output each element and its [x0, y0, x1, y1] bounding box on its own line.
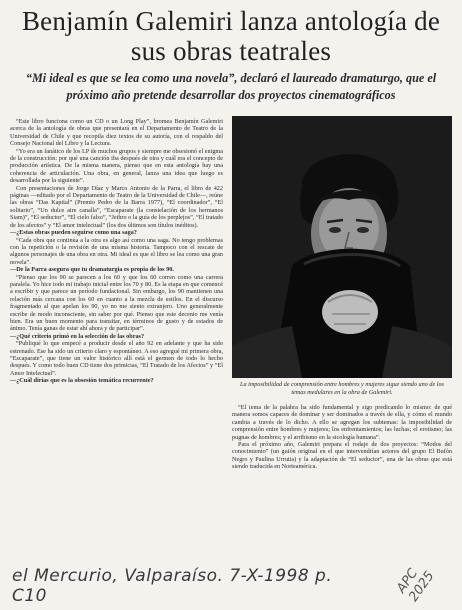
body-paragraph: Para el próximo año, Galemiri prepara el rodaje de dos proyectos: “Modos del conocimiento” (un guión original en el que intervendrían actores del grupo El Bufón Negro y Paulina Urrutia) y la adaptación de “El seductor”, una de las obras que está siendo traducida en Norteamérica. — [232, 441, 452, 471]
portrait-illustration — [232, 116, 452, 378]
body-paragraph: “Yo era un fanático de los LP de muchos grupos y siempre me obsesionó el enigma de la construcción: por qué una canción iba después de otra y cuál era el concepto de producción artística. De la misma manera, pienso que en esta antología hay una coherencia de articulación. Una obra, en general, lanza una idea que luego es desarrollada por la siguiente”. — [10, 147, 223, 185]
photo-caption: La imposibilidad de comprensión entre hombres y mujeres sigue siendo uno de los temas medulares en la obra de Galemiri. — [240, 381, 444, 396]
interview-question: —¿Qué criterio primó en la selección de las obras? — [10, 332, 145, 340]
subheadline: “Mi ideal es que se lea como una novela”, declaró el laureado dramaturgo, que el próximo año pretende desarrollar dos proyectos cinematográficos — [25, 71, 437, 102]
interview-question: —De la Parra asegura que tu dramaturgia es propia de los 90. — [10, 266, 174, 274]
handwritten-source-note: el Mercurio, Valparaíso. 7-X-1998 p. C10 — [12, 566, 333, 606]
body-paragraph: “Este libro funciona como un CD o un Long Play”, bromea Benjamín Galemiri acerca de la antología de obras que presentará en el Departamento de Teatro de la Universidad de Chile y que recopila diez textos de su autoría, con el respaldo del Consejo Nacional del Libro y la Lectura. — [10, 118, 223, 148]
headline: Benjamín Galemiri lanza antología de sus obras teatrales — [21, 6, 441, 66]
body-paragraph: Con presentaciones de Jorge Díaz y Marco Antonio de la Parra, el libro de 422 páginas —editado por el Departamento de Teatro de la Universidad de Chile—, reúne las obras “Das Kapital” (Premio Pedro de la Barra 1977), “El coordinador”, “El solitario”, “Un dulce aire canalla”, “Escaparate (la constelación de los hermanos Siam)”, “El seductor”, “El cielo falso”, “Jethro o la guía de los perplejos”, “El tratado de los afectos” y “El amor intelectual” (los dos últimos son títulos inéditos). — [10, 184, 223, 229]
article-body-left-column — [10, 118, 223, 584]
body-paragraph: “Publiqué lo que empecé a producir desde el año 92 en adelante y que ha sido estrenado. Ese ha sido un criterio claro y espontáneo. A eso agregué mi primera obra, “Escaparate”, que tiene un valor histórico allí está el germen de todo lo hecho después. Y como todo buen CD tiene dos primicias, “El Tratado de los Afectos” y “El Amor Intelectual”. — [10, 340, 223, 377]
interview-question: —¿Estas obras pueden seguirse como una saga? — [10, 229, 137, 237]
author-photo — [232, 116, 452, 378]
body-paragraph: “Cada obra que continúa a la otra es algo así como una saga. No tengo problemas con la repetición o la revisión de una misma historia. Tampoco con el rescate de algunos personajes de una obra en otra. Mi ideal es que el libro se lea como una gran novela”. — [10, 236, 223, 266]
body-paragraph: “Pienso que los 90 se parecen a los 60 y que los 60 corren como una carrera paralela. Yo hice todo mi trabajo inicial entre los 70 y 80. Es la etapa en que comencé a escribir y que parece un período fundacional. Sin embargo, los 90 mantienen una relación más cercana con los 60 en cuanto a la mezcla de estilos. En el discurso fragmentado al que apelan los 90, yo no me siento extranjero. Uno generalmente escribe de modo inconsciente, sin saber por qué. Pienso que este decenio me venía bien. Era un buen momento para transitar, en términos de gusto y de estados de ánimo. Tenía ganas de estar ahí ahora y de participar”. — [10, 273, 223, 333]
interview-question: —¿Cuál dirías que es la obsesión temática recurrente? — [10, 377, 154, 385]
body-paragraph: “El tema de la palabra ha sido fundamental y sigo predicando lo mismo: de qué manera somos capaces de dominar y ser dominados a través de ella, y cómo el mundo cambia a través de lo dicho. A ello se agregan los subtemas: la imposibilidad de comprensión entre hombres y mujeres; los enfrentamientos; las luchas; el erotismo; las pugnas de hombres; y el arribismo en la sicología humana”. — [232, 404, 452, 441]
article-body-right-column — [232, 404, 452, 559]
archive-stamp: APC 2025 — [393, 566, 438, 605]
